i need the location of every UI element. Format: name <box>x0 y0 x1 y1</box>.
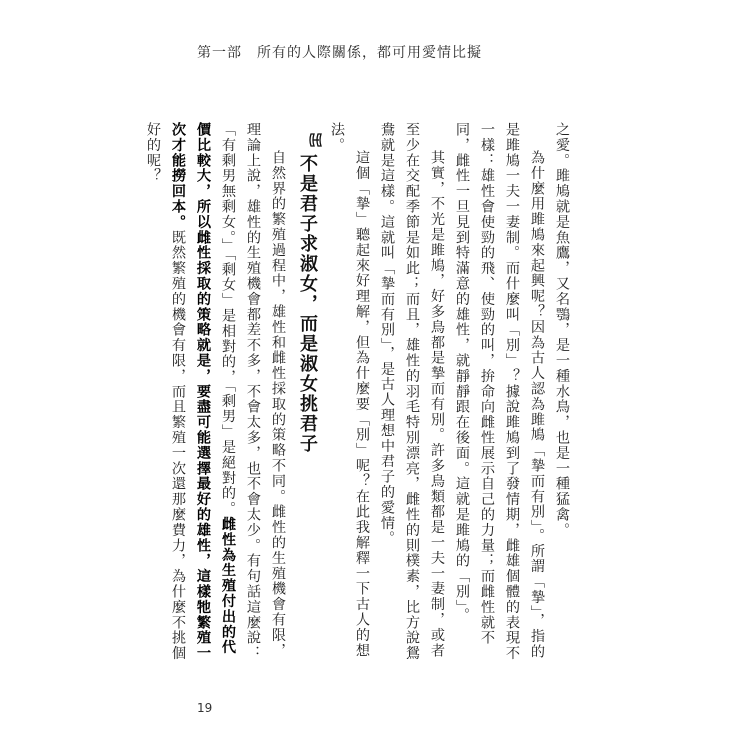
paragraph-2: 為什麼用雎鳩來起興呢？因為古人認為雎鳩「摯而有別」。所謂「摯」，指的是雎鳩一夫一妻制。而什麼叫「別」？據說雎鳩到了發情期，雌雄個體的表現不一樣：雄性會使勁的飛、使勁的叫，拚命向雌性展示自己的力量；而雌性就不同，雌性一旦見到特滿意的雄性，就靜靜跟在後面。這就是雎鳩的「別」。 <box>454 122 545 661</box>
section-heading <box>290 132 324 658</box>
paragraph-4: 這個「摯」聽起來好理解，但為什麼要「別」呢？在此我解釋一下古人的想法。 <box>329 122 370 659</box>
paragraph-5 <box>140 122 290 670</box>
paragraph-1: 之愛。雎鳩就是魚鷹，又名鶚，是一種水鳥，也是一種猛禽。 <box>554 122 570 538</box>
page-number: 19 <box>197 701 213 715</box>
paragraph-5-text-1: 自然界的繁殖過程中，雄性和雌性採取的策略不同。雌性的生殖機會有限，理論上說，雄性的生殖機會都差不多，不會太多，也不會太少。有句話這麼說：「有剩男無剩女。」「剩女」是相對的，「剩男」是絕對的。 <box>220 122 286 661</box>
vertical-text-body <box>140 122 574 670</box>
section-marker-icon <box>308 132 324 148</box>
running-header: 第一部 所有的人際關係，都可用愛情比擬 <box>197 45 482 61</box>
section-heading-text: 不是君子求淑女，而是淑女挑君子 <box>297 154 318 454</box>
paragraph-5-emphasis: 雌性為生殖付出的代價比較大，所以雌性採取的策略就是，要盡可能選擇最好的雄性，這樣牠繁殖一次才能撈回本。 <box>170 122 236 661</box>
paragraph-5-text-2: 既然繁殖的機會有限，而且繁殖一次還那麼費力，為什麼不挑個好的呢？ <box>145 122 186 662</box>
paragraph-3: 其實，不光是雎鳩，好多鳥都是摯而有別。許多鳥類都是一夫一妻制，或者至少在交配季節是如此；而且，雄性的羽毛特別漂亮，雌性的則樸素，比方說鴛鴦就是這樣。這就叫「摯而有別」，是古人理想中君子的愛情。 <box>379 122 445 661</box>
